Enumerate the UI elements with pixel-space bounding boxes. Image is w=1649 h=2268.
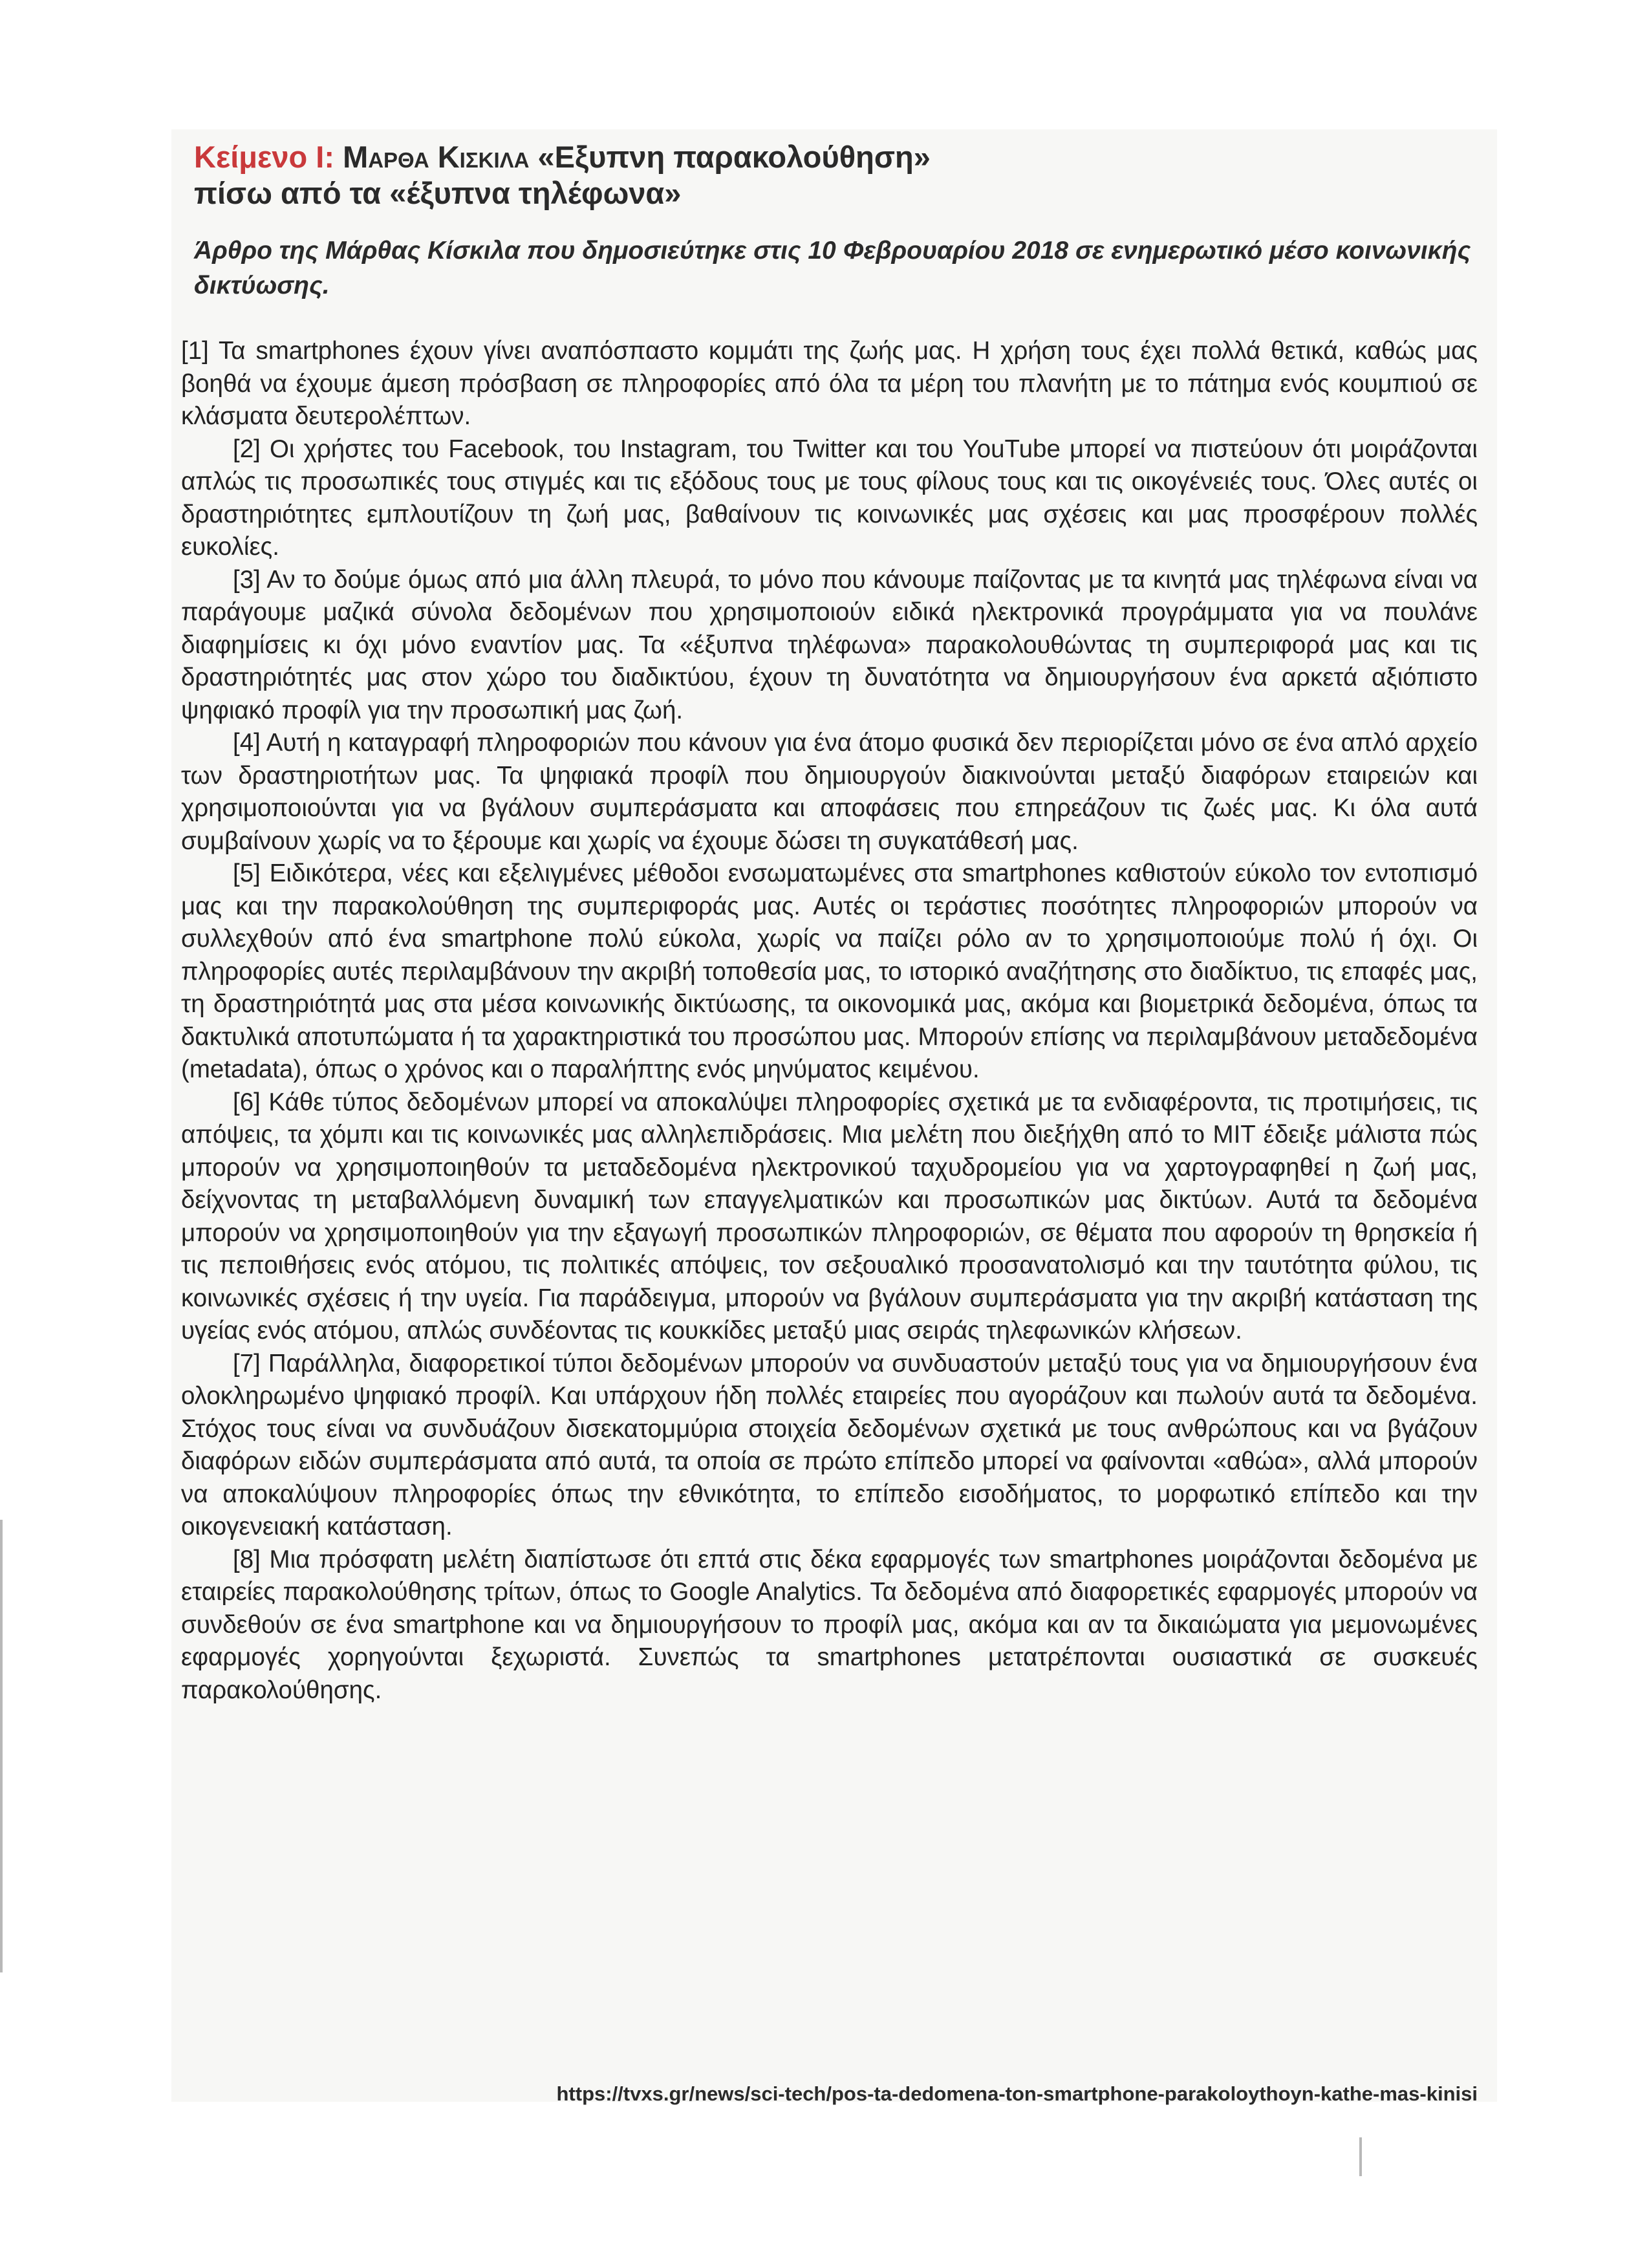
paragraph-8: [8] Μια πρόσφατη μελέτη διαπίστωσε ότι επτά στις δέκα εφαρμογές των smartphones μοιράζονται δεδομένα με εταιρείες παρακολούθησης τρίτων, όπως το Google Analytics. Τα δεδομένα από διαφορετικές εφαρμογές μπορούν να συνδεθούν σε ένα smartphone και να δημιουργήσουν το προφίλ μας, ακόμα και αν τα δικαιώματα για μεμονωμένες εφαρμογές χορηγούνται ξεχωριστά. Συνεπώς τα smartphones μετατρέπονται ουσιαστικά σε συσκευές παρακολούθησης.: [181, 1545, 1478, 1704]
article-subtitle: Άρθρο της Μάρθας Κίσκιλα που δημοσιεύτηκε στις 10 Φεβρουαρίου 2018 σε ενημερωτικό μέσο κοινωνικής δικτύωσης.: [194, 237, 1471, 299]
paragraph-4: [4] Αυτή η καταγραφή πληροφοριών που κάνουν για ένα άτομο φυσικά δεν περιορίζεται μόνο σε ένα απλό αρχείο των δραστηριοτήτων μας. Τα ψηφιακά προφίλ που δημιουργούν διακινούνται μεταξύ διαφόρων εταιρειών και χρησιμοποιούνται για να βγάλουν συμπεράσματα και αποφάσεις που επηρεάζουν τις ζωές μας. Κι όλα αυτά συμβαίνουν χωρίς να το ξέρουμε και χωρίς να έχουμε δώσει τη συγκατάθεσή μας.: [181, 729, 1478, 855]
paragraph-1: [1] Τα smartphones έχουν γίνει αναπόσπαστο κομμάτι της ζωής μας. Η χρήση τους έχει πολλά θετικά, καθώς μας βοηθά να έχουμε άμεση πρόσβαση σε πληροφορίες από όλα τα μέρη του πλανήτη με το πάτημα ενός κουμπιού σε κλάσματα δευτερολέπτων.: [181, 337, 1478, 430]
title-part-1: «Εξυπνη παρακολούθηση»: [537, 140, 931, 174]
paragraph-6: [6] Κάθε τύπος δεδομένων μπορεί να αποκαλύψει πληροφορίες σχετικά με τα ενδιαφέροντα, τις προτιμήσεις, τις απόψεις, τα χόμπι και τις κοινωνικές μας αλληλεπιδράσεις. Μια μελέτη που διεξήχθη από το MIT έδειξε μάλιστα πώς μπορούν να χρησιμοποιηθούν τα μεταδεδομένα ηλεκτρονικού ταχυδρομείου για να χαρτογραφηθεί η ζωή μας, δείχνοντας τη μεταβαλλόμενη δυναμική των επαγγελματικών και προσωπικών μας δικτύων. Αυτά τα δεδομένα μπορούν να χρησιμοποιηθούν για την εξαγωγή προσωπικών πληροφοριών, σε θέματα που αφορούν τη θρησκεία ή τις πεποιθήσεις ενός ατόμου, τις πολιτικές απόψεις, τον σεξουαλικό προσανατολισμό και την ταυτότητα φύλου, τις κοινωνικές σχέσεις ή την υγεία. Για παράδειγμα, μπορούν να βγάλουν συμπεράσματα για την ακριβή κατάσταση της υγείας ενός ατόμου, απλώς συνδέοντας τις κουκκίδες μεταξύ μιας σειράς τηλεφωνικών κλήσεων.: [181, 1088, 1478, 1345]
paragraph-7: [7] Παράλληλα, διαφορετικοί τύποι δεδομένων μπορούν να συνδυαστούν μεταξύ τους για να δημιουργήσουν ένα ολοκληρωμένο ψηφιακό προφίλ. Και υπάρχουν ήδη πολλές εταιρείες που αγοράζουν και πωλούν αυτά τα δεδομένα. Στόχος τους είναι να συνδυάζουν δισεκατομμύρια στοιχεία δεδομένων σχετικά με τους ανθρώπους και να βγάζουν διαφόρων ειδών συμπεράσματα από αυτά, τα οποία σε πρώτο επίπεδο μπορεί να φαίνονται «αθώα», αλλά μπορούν να αποκαλύψουν πληροφορίες όπως την εθνικότητα, το επίπεδο εισοδήματος, το μορφωτικό επίπεδο και την οικογενειακή κατάσταση.: [181, 1349, 1478, 1540]
article-body: [181, 335, 1478, 1707]
author-name: Μαρθα Κισκιλα: [343, 140, 530, 174]
title-part-2: πίσω από τα «έξυπνα τηλέφωνα»: [194, 176, 682, 210]
paragraph-5: [5] Ειδικότερα, νέες και εξελιγμένες μέθοδοι ενσωματωμένες στα smartphones καθιστούν εύκολο τον εντοπισμό μας και την παρακολούθηση της συμπεριφοράς μας. Αυτές οι τεράστιες ποσότητες πληροφοριών μπορούν να συλλεχθούν από ένα smartphone πολύ εύκολα, χωρίς να παίζει ρόλο αν το χρησιμοποιούμε πολύ ή όχι. Οι πληροφορίες αυτές περιλαμβάνουν την ακριβή τοποθεσία μας, το ιστορικό αναζήτησης στο διαδίκτυο, τις επαφές μας, τη δραστηριότητά μας στα μέσα κοινωνικής δικτύωσης, τα οικονομικά μας, ακόμα και βιομετρικά δεδομένα, όπως τα δακτυλικά αποτυπώματα ή τα χαρακτηριστικά του προσώπου μας. Μπορούν επίσης να περιλαμβάνουν μεταδεδομένα (metadata), όπως ο χρόνος και ο παραλήπτης ενός μηνύματος κειμένου.: [181, 859, 1478, 1083]
left-scan-edge-mark: [0, 1520, 3, 1972]
source-url: https://tvxs.gr/news/sci-tech/pos-ta-dedomena-ton-smartphone-parakoloythoyn-kathe-mas-kinisi: [556, 2082, 1478, 2105]
right-scan-edge-mark: [1359, 2137, 1362, 2176]
article-header: [194, 139, 1481, 303]
article-title-line-1: [194, 139, 1481, 175]
paragraph-3: [3] Αν το δούμε όμως από μια άλλη πλευρά, το μόνο που κάνουμε παίζοντας με τα κινητά μας τηλέφωνα είναι να παράγουμε μαζικά σύνολα δεδομένων που χρησιμοποιούν ειδικά ηλεκτρονικά προγράμματα για να πουλάνε διαφημίσεις κι όχι μόνο εναντίον μας. Τα «έξυπνα τηλέφωνα» παρακολουθώντας τη συμπεριφορά μας και τις δραστηριότητές μας στον χώρο του διαδικτύου, έχουν τη δυνατότητα να δημιουργήσουν ένα αρκετά αξιόπιστο ψηφιακό προφίλ για την προσωπική μας ζωή.: [181, 565, 1478, 724]
text-label: Κείμενο Ι:: [194, 140, 334, 174]
paragraph-2: [2] Οι χρήστες του Facebook, του Instagram, του Twitter και του YouTube μπορεί να πιστεύουν ότι μοιράζονται απλώς τις προσωπικές τους στιγμές και τις εξόδους τους με τους φίλους τους και τις οικογένειές τους. Όλες αυτές οι δραστηριότητες εμπλουτίζουν τη ζωή μας, βαθαίνουν τις κοινωνικές μας σχέσεις και μας προσφέρουν πολλές ευκολίες.: [181, 435, 1478, 561]
